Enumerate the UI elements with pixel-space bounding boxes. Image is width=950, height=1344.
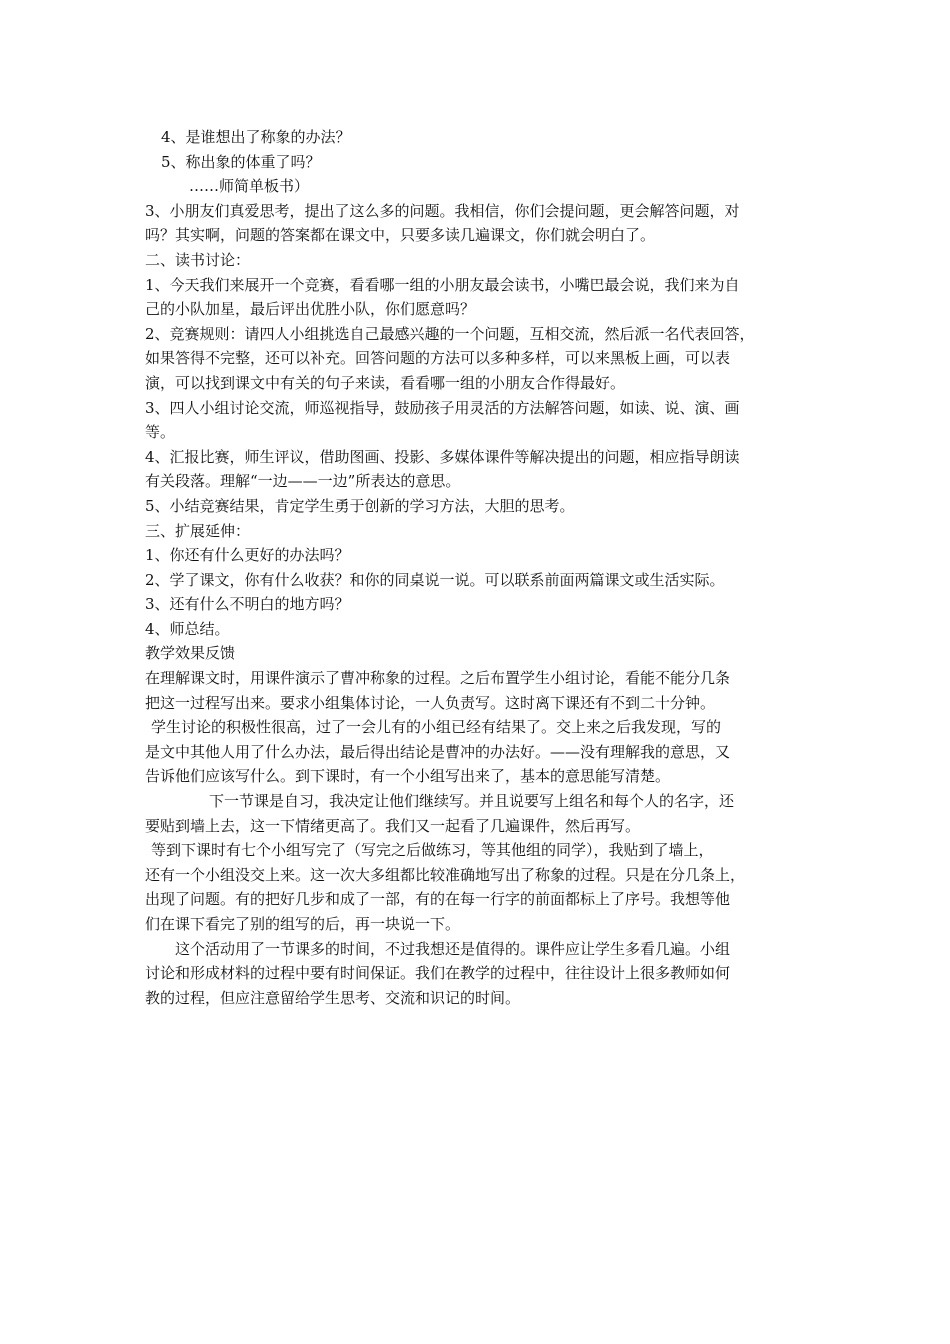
text-line: 3、还有什么不明白的地方吗？ xyxy=(145,595,350,614)
text-line: 下一节课是自习，我决定让他们继续写。并且说要写上组名和每个人的名字，还 xyxy=(209,792,735,811)
text-line: 出现了问题。有的把好几步和成了一部，有的在每一行字的前面都标上了序号。我想等他 xyxy=(145,890,731,909)
text-line: 告诉他们应该写什么。到下课时，有一个小组写出来了，基本的意思能写清楚。 xyxy=(145,767,671,786)
text-line: 2、学了课文，你有什么收获？和你的同桌说一说。可以联系前面两篇课文或生活实际。 xyxy=(145,570,725,589)
text-line: 还有一个小组没交上来。这一次大多组都比较准确地写出了称象的过程。只是在分几条上， xyxy=(145,865,746,884)
text-line: 把这一过程写出来。要求小组集体讨论，一人负责写。这时离下课还有不到二十分钟。 xyxy=(145,693,716,712)
text-line: 二、读书讨论： xyxy=(145,250,251,269)
text-line: 们在课下看完了别的组写的后，再一块说一下。 xyxy=(145,915,461,933)
text-line: 5、小结竞赛结果，肯定学生勇于创新的学习方法，大胆的思考。 xyxy=(145,496,575,515)
text-line: 是文中其他人用了什么办法，最后得出结论是曹冲的办法好。——没有理解我的意思，又 xyxy=(145,742,731,761)
text-line: 教的过程，但应注意留给学生思考、交流和识记的时间。 xyxy=(145,988,521,1007)
text-line: 如果答得不完整，还可以补充。回答问题的方法可以多种多样，可以来黑板上画，可以表 xyxy=(145,349,731,368)
text-line: 要贴到墙上去，这一下情绪更高了。我们又一起看了几遍课件，然后再写。 xyxy=(145,816,641,835)
text-line: 1、今天我们来展开一个竞赛，看看哪一组的小朋友最会读书，小嘴巴最会说，我们来为自 xyxy=(145,275,740,294)
text-line: 5、称出象的体重了吗？ xyxy=(161,152,321,171)
text-line: 4、师总结。 xyxy=(145,619,230,638)
text-line: 己的小队加星，最后评出优胜小队，你们愿意吗？ xyxy=(145,300,476,319)
text-line: 1、你还有什么更好的办法吗？ xyxy=(145,546,350,565)
text-line: 4、是谁想出了称象的办法？ xyxy=(161,128,351,146)
text-line: 等。 xyxy=(145,423,176,442)
text-line: 教学效果反馈 xyxy=(145,644,236,663)
text-line: 三、扩展延伸： xyxy=(145,521,251,540)
text-line: 3、四人小组讨论交流，师巡视指导，鼓励孩子用灵活的方法解答问题，如读、说、演、画 xyxy=(145,398,740,417)
text-line: 讨论和形成材料的过程中要有时间保证。我们在教学的过程中，往往设计上很多教师如何 xyxy=(145,964,731,983)
text-line: 2、竞赛规则：请四人小组挑选自己最感兴趣的一个问题，互相交流，然后派一名代表回答， xyxy=(145,324,755,343)
text-line: 这个活动用了一节课多的时间，不过我想还是值得的。课件应让学生多看几遍。小组 xyxy=(175,939,731,958)
text-line: ……师简单板书） xyxy=(189,177,310,196)
text-line: 吗？其实啊，问题的答案都在课文中，只要多读几遍课文，你们就会明白了。 xyxy=(145,226,656,245)
text-line: 在理解课文时，用课件演示了曹冲称象的过程。之后布置学生小组讨论，看能不能分几条 xyxy=(145,669,731,688)
text-line: 学生讨论的积极性很高，过了一会儿有的小组已经有结果了。交上来之后我发现，写的 xyxy=(151,718,722,737)
text-line: 演，可以找到课文中有关的句子来读，看看哪一组的小朋友合作得最好。 xyxy=(145,373,626,392)
text-line: 4、汇报比赛，师生评议，借助图画、投影、多媒体课件等解决提出的问题，相应指导朗读 xyxy=(145,447,740,466)
text-line: 等到下课时有七个小组写完了（写完之后做练习，等其他组的同学），我贴到了墙上， xyxy=(151,841,714,860)
document-page xyxy=(145,125,810,1010)
text-line: 3、小朋友们真爱思考，提出了这么多的问题。我相信，你们会提问题，更会解答问题，对 xyxy=(145,201,740,220)
text-line: 有关段落。理解“一边——一边”所表达的意思。 xyxy=(145,472,461,491)
